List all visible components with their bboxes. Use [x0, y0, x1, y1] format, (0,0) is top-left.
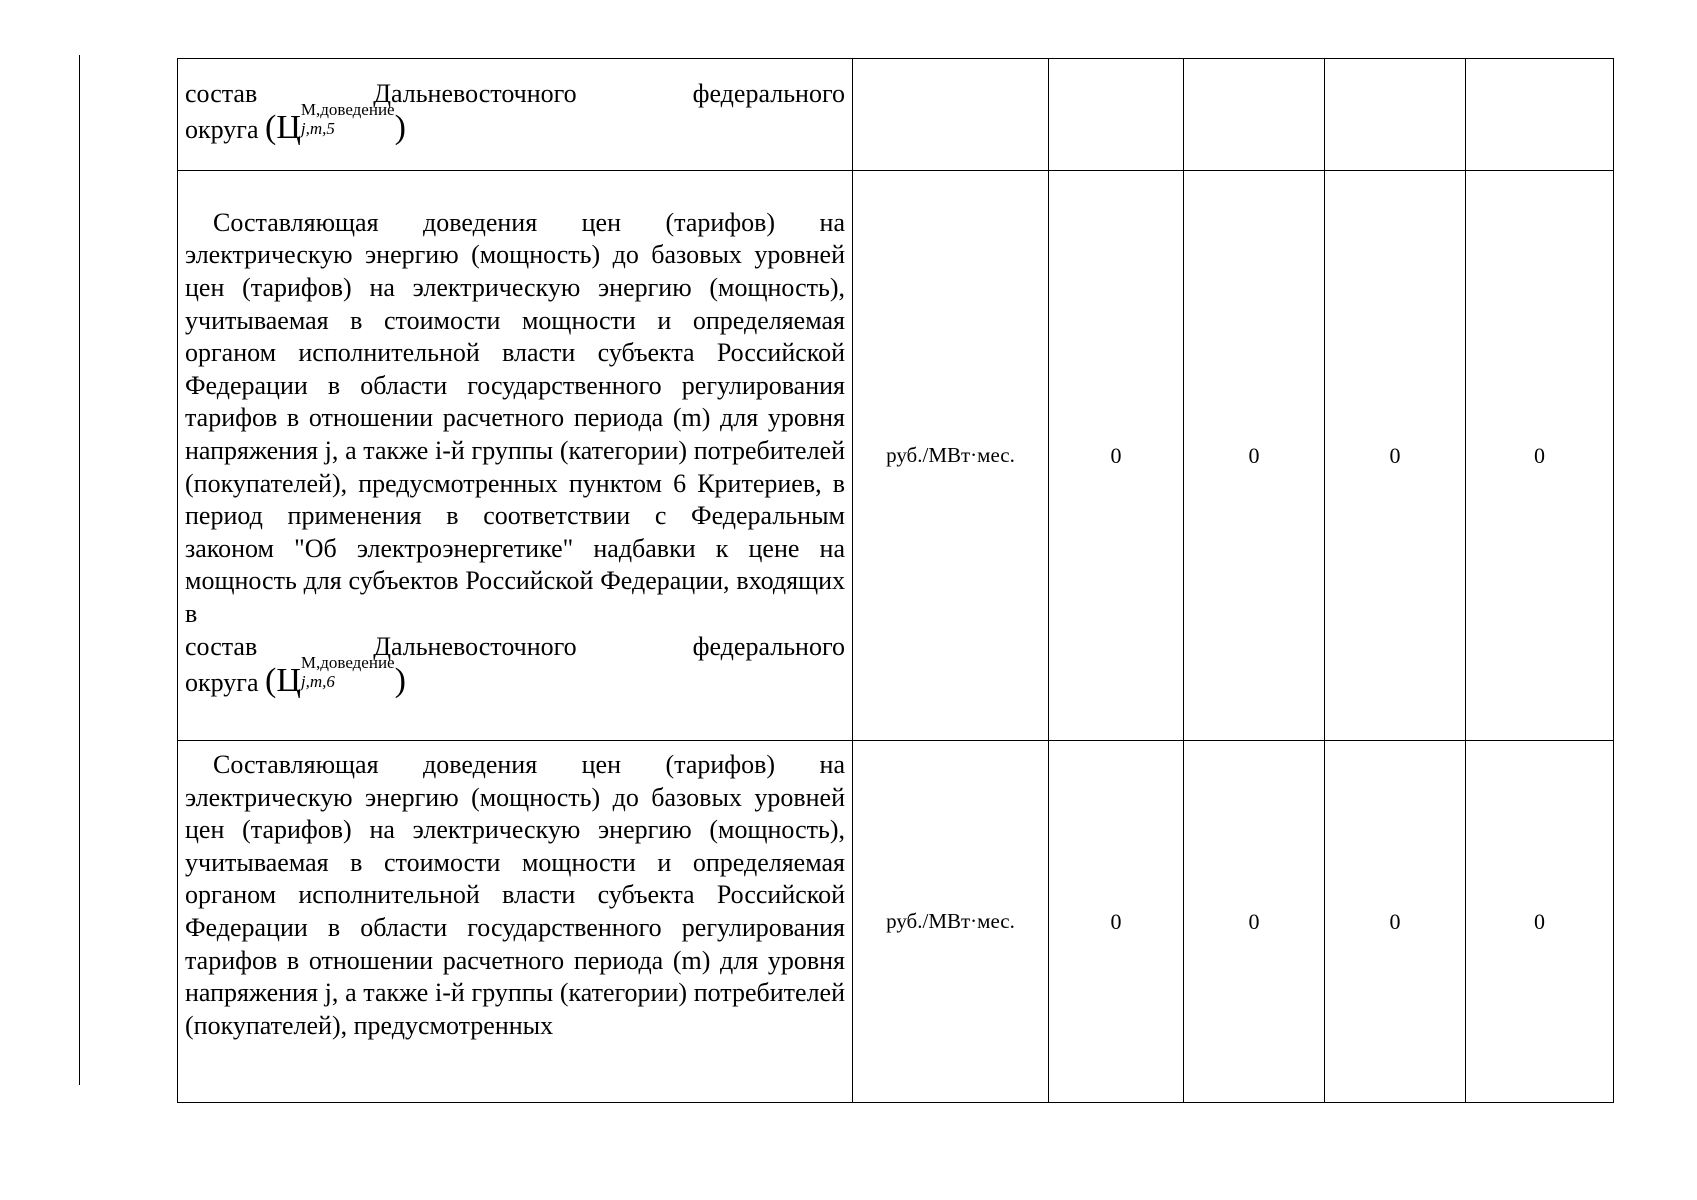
description-text: Составляющая доведения цен (тарифов) на электрическую энергию (мощность) до базовых уровней цен (тарифов) на электрическую энергию (мощность), учитываемая в стоимости мощности и определяемая органом исполнительной власти субъекта Российской Федерации в области государственного регулирования тарифов в отношении расчетного периода (m) для уровня напряжения j, а также i-й группы (категории) потребителей (покупателей), предусмотренных пунктом 6 Критериев, в период применения в соответствии с Федеральным законом "Об электроэнергетике" надбавки к цене на мощность для субъектов Российской Федерации, входящих в — [185, 207, 845, 628]
value-cell: 0 — [1466, 741, 1614, 1103]
value-cell — [1325, 59, 1466, 171]
justified-line: состав Дальневосточного федерального — [185, 78, 845, 108]
table-row — [178, 171, 1614, 741]
formula-line: округа (Ц М,доведение j,m,5 ) — [185, 100, 406, 147]
value-cell: 0 — [1184, 171, 1325, 741]
value-cell: 0 — [1325, 741, 1466, 1103]
price-formula: (Ц М,доведение j,m,5 ) — [265, 100, 406, 147]
table-row — [178, 741, 1614, 1103]
row-description — [178, 741, 853, 1103]
table-row — [178, 59, 1614, 171]
value-cell — [1184, 59, 1325, 171]
row-description — [178, 59, 853, 171]
value-cell: 0 — [1325, 171, 1466, 741]
value-cell — [1466, 59, 1614, 171]
row-description — [178, 171, 853, 741]
value-cell: 0 — [1049, 741, 1184, 1103]
value-cell — [1049, 59, 1184, 171]
formula-line: округа (Ц М,доведение j,m,6 ) — [185, 653, 406, 700]
price-formula: (Ц М,доведение j,m,6 ) — [265, 653, 406, 700]
unit-cell: руб./МВт·мес. — [853, 741, 1049, 1103]
unit-cell: руб./МВт·мес. — [853, 171, 1049, 741]
justified-line: состав Дальневосточного федерального — [185, 631, 845, 661]
value-cell: 0 — [1184, 741, 1325, 1103]
description-text: Составляющая доведения цен (тарифов) на электрическую энергию (мощность) до базовых уровней цен (тарифов) на электрическую энергию (мощность), учитываемая в стоимости мощности и определяемая органом исполнительной власти субъекта Российской Федерации в области государственного регулирования тарифов в отношении расчетного периода (m) для уровня напряжения j, а также i-й группы (категории) потребителей (покупателей), предусмотренных — [185, 750, 845, 1040]
value-cell: 0 — [1049, 171, 1184, 741]
tariff-table — [177, 58, 1614, 1103]
unit-cell — [853, 59, 1049, 171]
left-margin-line — [79, 55, 80, 1085]
value-cell: 0 — [1466, 171, 1614, 741]
